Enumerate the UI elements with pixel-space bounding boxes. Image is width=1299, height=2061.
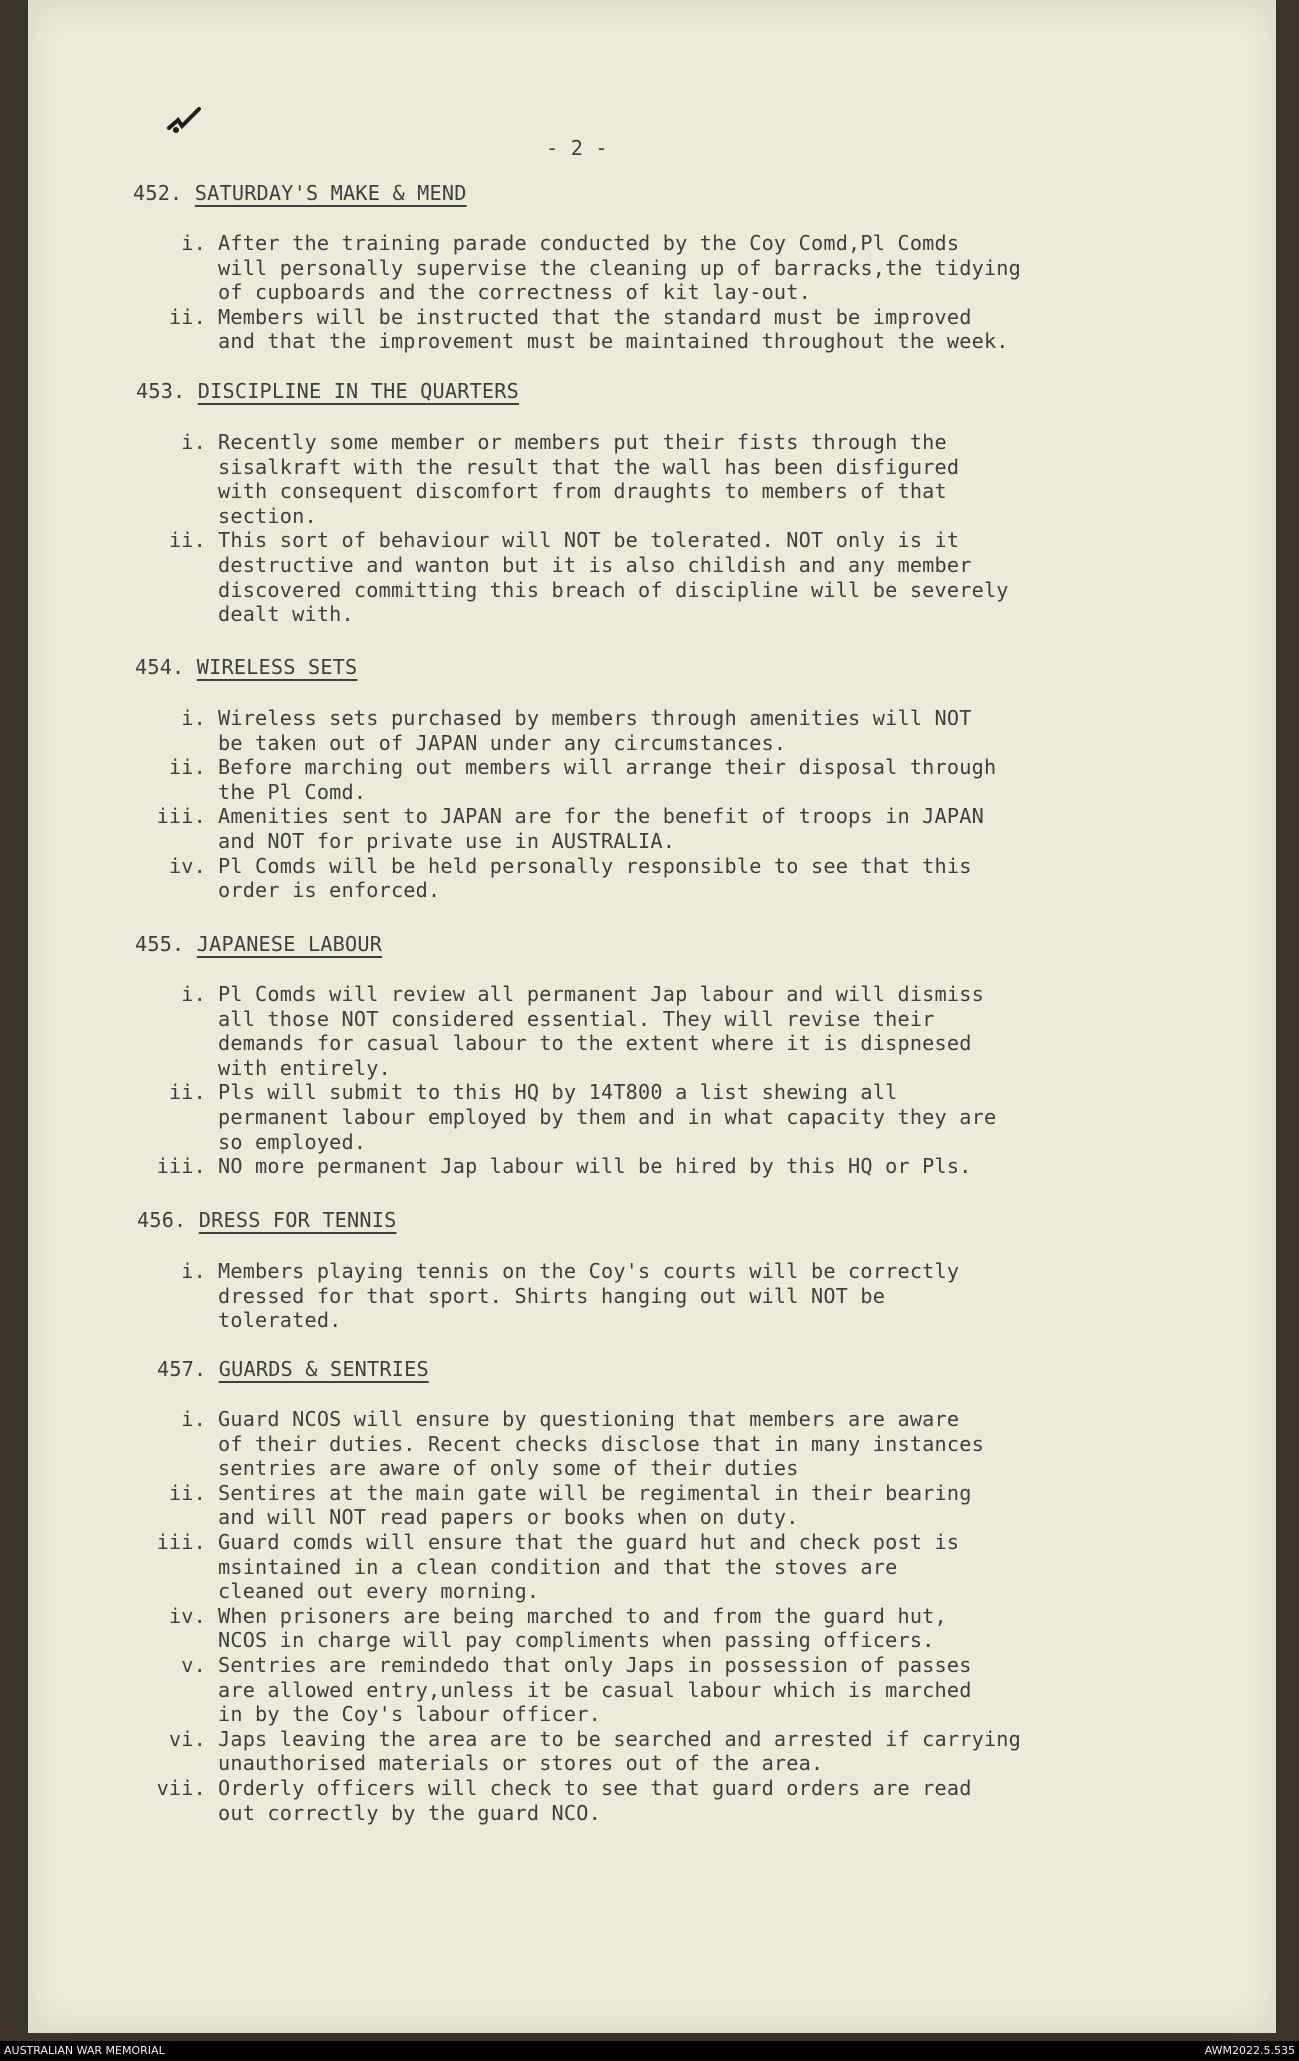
item-text-line: order is enforced.	[218, 878, 441, 903]
item-number: i.	[181, 1407, 206, 1431]
item-text	[218, 755, 996, 804]
list-item	[146, 982, 996, 1080]
item-text	[218, 1259, 959, 1333]
section-number: 456.	[137, 1208, 187, 1232]
item-text-line: Sentries are remindedo that only Japs in possession of passes	[218, 1652, 972, 1677]
item-text	[218, 1727, 1021, 1776]
item-number: iv.	[168, 1603, 206, 1628]
item-text	[218, 1653, 972, 1727]
item-number: i.	[181, 982, 206, 1006]
item-text-line: with consequent discomfort from draughts to members of that	[218, 479, 947, 504]
section-heading	[135, 932, 382, 957]
item-text-line: cleaned out every morning.	[218, 1579, 540, 1604]
section-item-list	[146, 982, 996, 1179]
item-text-line: all those NOT considered essential. They will revise their	[218, 1006, 935, 1031]
item-text	[218, 1604, 947, 1653]
section-number: 455.	[135, 932, 185, 956]
list-item	[146, 1727, 1021, 1776]
section-heading	[136, 379, 519, 404]
item-text-line: permanent labour employed by them and in what capacity they are	[218, 1104, 997, 1129]
list-item	[146, 1604, 1021, 1653]
item-number: ii.	[168, 1480, 206, 1505]
section-title: SATURDAY'S MAKE & MEND	[194, 181, 467, 205]
item-number: iv.	[168, 853, 206, 878]
item-text-line: tolerated.	[218, 1308, 342, 1333]
item-text-line: Sentires at the main gate will be regimental in their bearing	[218, 1480, 972, 1505]
item-text-line: Before marching out members will arrange their disposal through	[218, 755, 997, 780]
section-number: 452.	[133, 181, 183, 205]
item-text-line: are allowed entry,unless it be casual labour which is marched	[218, 1677, 972, 1702]
item-text	[218, 1776, 972, 1825]
item-text-line: destructive and wanton but it is also childish and any member	[218, 552, 972, 577]
item-number: ii.	[168, 1080, 206, 1105]
section-title: DISCIPLINE IN THE QUARTERS	[197, 379, 519, 403]
list-item	[158, 305, 1021, 354]
list-item	[146, 1080, 996, 1154]
section-number: 453.	[136, 379, 186, 403]
archive-footer-bar	[0, 2041, 1299, 2061]
item-number: i.	[181, 231, 206, 255]
item-text-line: be taken out of JAPAN under any circumstances.	[218, 730, 787, 755]
list-item	[158, 528, 1009, 626]
section-heading	[135, 655, 357, 680]
item-number: iii.	[156, 1154, 206, 1179]
item-text-line: msintained in a clean condition and that the stoves are	[218, 1554, 898, 1579]
item-text-line: Orderly officers will check to see that guard orders are read	[218, 1775, 972, 1800]
item-number: i.	[181, 430, 206, 454]
item-text-line: in by the Coy's labour officer.	[218, 1702, 601, 1727]
item-text-line: out correctly by the guard NCO.	[218, 1800, 601, 1825]
item-number: ii.	[168, 528, 206, 553]
item-number: vi.	[168, 1726, 206, 1751]
list-item	[158, 1259, 959, 1333]
section-item-list	[158, 430, 1009, 627]
item-text-line: section.	[218, 503, 317, 528]
item-text-line: dealt with.	[218, 602, 354, 627]
item-text-line: Members will be instructed that the standard must be improved	[218, 304, 972, 329]
list-item	[146, 1776, 1021, 1825]
archive-reference: AWM2022.5.535	[1204, 2044, 1295, 2057]
list-item	[146, 804, 996, 853]
handwritten-tick-mark	[166, 106, 202, 136]
item-text	[218, 305, 1009, 354]
item-text-line: so employed.	[218, 1129, 367, 1154]
item-text	[218, 528, 1009, 626]
item-number: i.	[181, 706, 206, 730]
item-number: vii.	[156, 1775, 206, 1800]
item-text	[218, 1407, 984, 1481]
item-text-line: with entirely.	[218, 1055, 391, 1080]
item-number: ii.	[168, 304, 206, 329]
item-text-line: demands for casual labour to the extent where it is dispnesed	[218, 1031, 972, 1056]
list-item	[158, 430, 1009, 528]
section-item-list	[146, 1407, 1021, 1825]
item-text-line: of their duties. Recent checks disclose that in many instances	[218, 1431, 984, 1456]
item-number: ii.	[168, 755, 206, 780]
list-item	[146, 854, 996, 903]
item-text-line: After the training parade conducted by the Coy Comd,Pl Comds	[218, 231, 960, 255]
item-text	[218, 231, 1021, 305]
item-text-line: and that the improvement must be maintained throughout the week.	[218, 329, 1009, 354]
item-text-line: Japs leaving the area are to be searched and arrested if carrying	[218, 1726, 1022, 1751]
item-text-line: and NOT for private use in AUSTRALIA.	[218, 828, 676, 853]
section-item-list	[158, 231, 1021, 354]
item-text	[218, 1481, 972, 1530]
item-number: iii.	[156, 804, 206, 829]
item-text-line: NO more permanent Jap labour will be hired by this HQ or Pls.	[218, 1154, 972, 1179]
item-text-line: Amenities sent to JAPAN are for the benefit of troops in JAPAN	[218, 804, 984, 829]
item-text-line: Pl Comds will review all permanent Jap labour and will dismiss	[218, 982, 984, 1006]
item-text	[218, 430, 959, 528]
list-item	[146, 1530, 1021, 1604]
item-text	[218, 982, 984, 1080]
item-text-line: Pls will submit to this HQ by 14T800 a list shewing all	[218, 1080, 898, 1105]
item-text-line: This sort of behaviour will NOT be tolerated. NOT only is it	[218, 528, 960, 553]
item-text-line: When prisoners are being marched to and from the guard hut,	[218, 1603, 947, 1628]
item-text-line: and will NOT read papers or books when on duty.	[218, 1505, 799, 1530]
section-title: JAPANESE LABOUR	[196, 932, 383, 956]
item-text-line: Guard NCOS will ensure by questioning that members are aware	[218, 1407, 960, 1431]
item-text-line: Members playing tennis on the Coy's courts will be correctly	[218, 1259, 960, 1283]
item-text-line: the Pl Comd.	[218, 779, 367, 804]
item-text-line: NCOS in charge will pay compliments when passing officers.	[218, 1628, 935, 1653]
item-text	[218, 1154, 972, 1179]
list-item	[146, 1154, 996, 1179]
item-number: v.	[181, 1652, 206, 1677]
section-number: 454.	[135, 655, 185, 679]
item-text	[218, 1530, 959, 1604]
item-text-line: Wireless sets purchased by members through amenities will NOT	[218, 706, 972, 730]
item-text-line: dressed for that sport. Shirts hanging out will NOT be	[218, 1283, 886, 1308]
item-number: iii.	[156, 1529, 206, 1554]
item-text-line: Pl Comds will be held personally responsible to see that this	[218, 853, 972, 878]
item-text-line: of cupboards and the correctness of kit lay-out.	[218, 280, 811, 305]
section-title: GUARDS & SENTRIES	[218, 1357, 429, 1381]
item-text-line: unauthorised materials or stores out of the area.	[218, 1751, 824, 1776]
archive-name: AUSTRALIAN WAR MEMORIAL	[4, 2044, 165, 2057]
list-item	[146, 1407, 1021, 1481]
section-item-list	[158, 1259, 959, 1333]
list-item	[146, 1481, 1021, 1530]
section-number: 457.	[157, 1357, 207, 1381]
document-page	[28, 0, 1276, 2033]
list-item	[146, 706, 996, 755]
section-heading	[157, 1357, 429, 1382]
section-heading	[133, 181, 467, 206]
item-text-line: Recently some member or members put their fists through the	[218, 430, 947, 454]
list-item	[158, 231, 1021, 305]
item-text	[218, 1080, 996, 1154]
list-item	[146, 755, 996, 804]
item-text-line: will personally supervise the cleaning up of barracks,the tidying	[218, 255, 1022, 280]
section-item-list	[146, 706, 996, 903]
item-text-line: sisalkraft with the result that the wall has been disfigured	[218, 454, 960, 479]
section-title: WIRELESS SETS	[196, 655, 358, 679]
list-item	[146, 1653, 1021, 1727]
section-heading	[137, 1208, 396, 1233]
item-text	[218, 854, 972, 903]
item-number: i.	[181, 1259, 206, 1283]
page-number: - 2 -	[546, 136, 608, 160]
section-title: DRESS FOR TENNIS	[198, 1208, 397, 1232]
item-text	[218, 804, 984, 853]
item-text-line: discovered committing this breach of discipline will be severely	[218, 577, 1009, 602]
item-text	[218, 706, 972, 755]
item-text-line: Guard comds will ensure that the guard hut and check post is	[218, 1529, 960, 1554]
item-text-line: sentries are aware of only some of their duties	[218, 1456, 799, 1481]
